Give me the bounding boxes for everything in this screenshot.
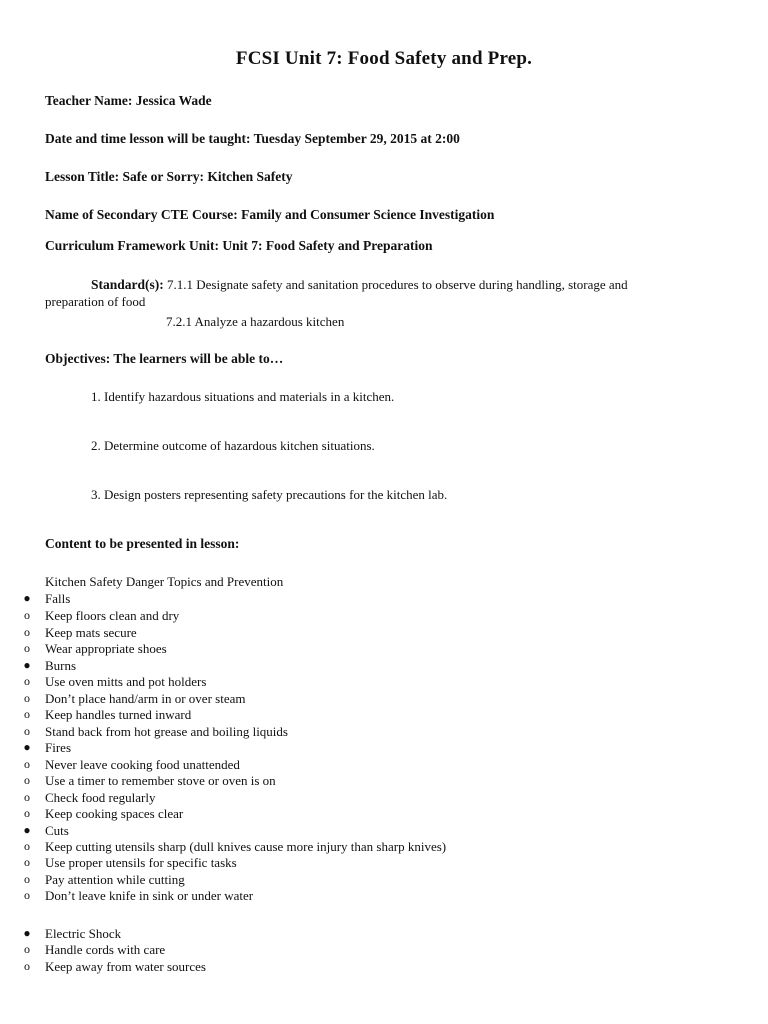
objective-3: 3. Design posters representing safety precautions for the kitchen lab. [91, 487, 448, 502]
list-item-text: Electric Shock [45, 926, 122, 941]
topic-item [0, 926, 768, 942]
list-item-text: Use proper utensils for specific tasks [45, 855, 237, 870]
bullet-icon: ● [23, 926, 31, 940]
prevention-item [0, 691, 768, 707]
list-item-text: Pay attention while cutting [45, 872, 185, 887]
content-heading: Content to be presented in lesson: [45, 536, 240, 551]
list-item-text: Fires [45, 740, 71, 755]
prevention-item [0, 872, 768, 888]
bullet-icon: ● [23, 740, 31, 754]
topic-item [0, 740, 768, 756]
list-item-text: Keep floors clean and dry [45, 608, 180, 623]
teacher-name: Teacher Name: Jessica Wade [45, 93, 212, 108]
prevention-item [0, 806, 768, 822]
bullet-icon: ● [23, 658, 31, 672]
circle-bullet-icon: o [24, 872, 30, 886]
list-item-text: Keep cutting utensils sharp (dull knives cause more injury than sharp knives) [45, 839, 447, 854]
circle-bullet-icon: o [24, 790, 30, 804]
objective-1: 1. Identify hazardous situations and materials in a kitchen. [91, 389, 395, 404]
bullet-icon: ● [23, 591, 31, 605]
prevention-item [0, 707, 768, 723]
topic-item [0, 658, 768, 674]
standard-7-1-1: 7.1.1 Designate safety and sanitation procedures to observe during handling, storage and [163, 277, 628, 292]
topic-item [0, 823, 768, 839]
list-item-text: Keep cooking spaces clear [45, 806, 184, 821]
list-item-text: Keep away from water sources [45, 959, 206, 974]
circle-bullet-icon: o [24, 942, 30, 956]
list-item-text: Don’t place hand/arm in or over steam [45, 691, 246, 706]
lesson-date: Date and time lesson will be taught: Tuesday September 29, 2015 at 2:00 [45, 131, 460, 146]
objective-2: 2. Determine outcome of hazardous kitchen situations. [91, 438, 375, 453]
prevention-item [0, 839, 768, 855]
list-item-text: Keep mats secure [45, 625, 137, 640]
bullet-icon: ● [23, 823, 31, 837]
prevention-item [0, 942, 768, 958]
list-item-text: Keep handles turned inward [45, 707, 192, 722]
circle-bullet-icon: o [24, 888, 30, 902]
circle-bullet-icon: o [24, 724, 30, 738]
list-item-text: Check food regularly [45, 790, 156, 805]
list-item-text: Burns [45, 658, 77, 673]
circle-bullet-icon: o [24, 757, 30, 771]
topic-item [0, 591, 768, 607]
circle-bullet-icon: o [24, 641, 30, 655]
prevention-item [0, 674, 768, 690]
prevention-item [0, 959, 768, 975]
prevention-item [0, 724, 768, 740]
topics-heading: Kitchen Safety Danger Topics and Prevention [45, 574, 284, 589]
circle-bullet-icon: o [24, 608, 30, 622]
prevention-item [0, 855, 768, 871]
list-item-text: Use a timer to remember stove or oven is on [45, 773, 276, 788]
circle-bullet-icon: o [24, 839, 30, 853]
standards-label: Standard(s): [91, 277, 164, 292]
circle-bullet-icon: o [24, 855, 30, 869]
circle-bullet-icon: o [24, 691, 30, 705]
circle-bullet-icon: o [24, 625, 30, 639]
circle-bullet-icon: o [24, 959, 30, 973]
prevention-item [0, 641, 768, 657]
framework-unit: Curriculum Framework Unit: Unit 7: Food Safety and Preparation [45, 238, 433, 253]
circle-bullet-icon: o [24, 707, 30, 721]
prevention-item [0, 773, 768, 789]
lesson-title: Lesson Title: Safe or Sorry: Kitchen Safety [45, 169, 293, 184]
standards-line-2: preparation of food [45, 294, 146, 309]
prevention-item [0, 888, 768, 904]
prevention-item [0, 790, 768, 806]
prevention-item [0, 625, 768, 641]
list-item-text: Use oven mitts and pot holders [45, 674, 207, 689]
standards-line-1 [91, 276, 628, 294]
document-title: FCSI Unit 7: Food Safety and Prep. [235, 48, 533, 69]
list-item-text: Don’t leave knife in sink or under water [45, 888, 254, 903]
prevention-item [0, 608, 768, 624]
objectives-heading: Objectives: The learners will be able to… [45, 351, 284, 366]
list-item-text: Stand back from hot grease and boiling liquids [45, 724, 288, 739]
list-item-text: Falls [45, 591, 71, 606]
prevention-item [0, 757, 768, 773]
list-item-text: Wear appropriate shoes [45, 641, 167, 656]
list-item-text: Never leave cooking food unattended [45, 757, 240, 772]
circle-bullet-icon: o [24, 806, 30, 820]
list-item-text: Handle cords with care [45, 942, 166, 957]
course-name: Name of Secondary CTE Course: Family and Consumer Science Investigation [45, 207, 495, 222]
circle-bullet-icon: o [24, 773, 30, 787]
list-item-text: Cuts [45, 823, 69, 838]
circle-bullet-icon: o [24, 674, 30, 688]
standard-7-2-1: 7.2.1 Analyze a hazardous kitchen [166, 314, 345, 329]
